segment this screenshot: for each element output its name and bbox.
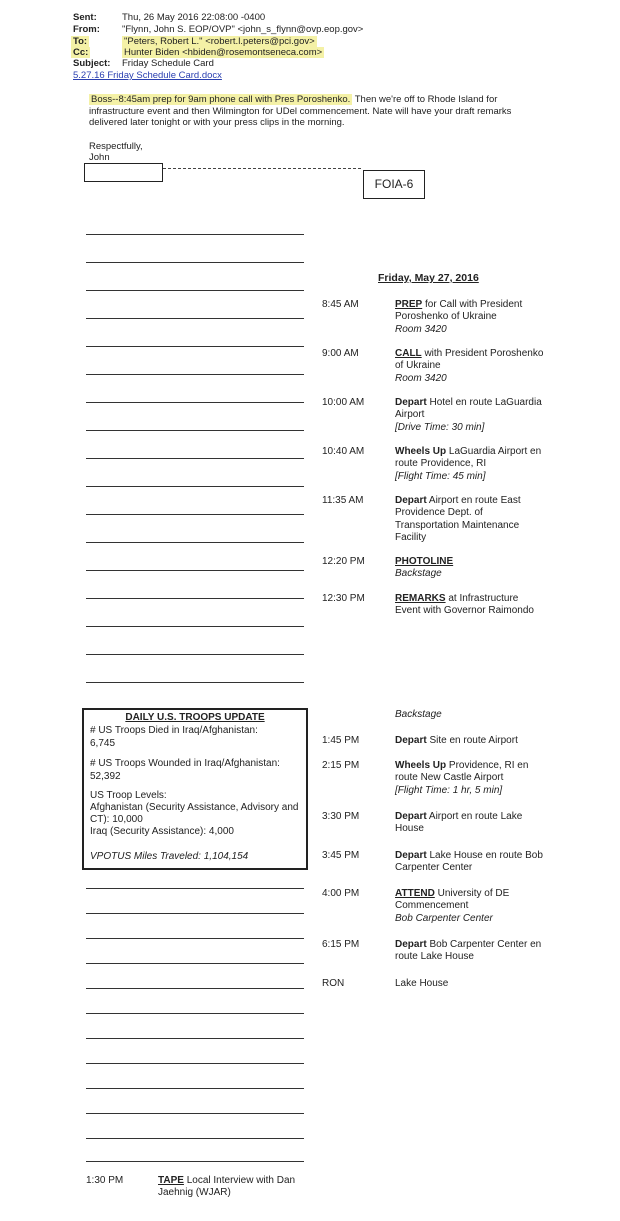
schedule-event xyxy=(395,348,545,385)
event-detail: with President Poroshenko of Ukraine xyxy=(395,348,544,372)
troop-levels-label: US Troop Levels: xyxy=(90,790,167,801)
schedule-event xyxy=(395,397,545,434)
to-label: To: xyxy=(73,36,88,47)
event-action: Depart xyxy=(395,811,427,822)
schedule-event xyxy=(395,888,545,925)
note-line xyxy=(86,1113,304,1114)
note-line xyxy=(86,290,304,291)
subject-value: Friday Schedule Card xyxy=(122,58,214,69)
to-value: "Peters, Robert L." <robert.l.peters@pci.gov> xyxy=(124,36,315,47)
event-detail: Airport en route East Providence Dept. of Transportation Maintenance Facility xyxy=(395,495,521,543)
schedule-event xyxy=(395,850,545,875)
event-note: [Drive Time: 30 min] xyxy=(395,421,485,433)
body-rest: Then we're off to Rhode Island for infrastructure event and then Wilmington for UDel commencement. Nate will have your draft remarks delivered later tonight or with your press clips in the morning. xyxy=(89,94,512,128)
event-time: 1:45 PM xyxy=(322,735,360,746)
event-action: Wheels Up xyxy=(395,446,447,457)
from-value: "Flynn, John S. EOP/OVP" <john_s_flynn@ovp.eop.gov> xyxy=(122,24,364,35)
event-detail: Providence, RI en route New Castle Airport xyxy=(395,760,529,784)
event-action: Depart xyxy=(395,735,427,746)
event-note: Room 3420 xyxy=(395,323,447,335)
event-note: Backstage xyxy=(395,568,442,580)
event-action: CALL xyxy=(395,348,422,359)
event-note: [Flight Time: 1 hr, 5 min] xyxy=(395,784,503,796)
foia-tag: FOIA-6 xyxy=(363,170,425,199)
troop-levels-iraq: Iraq (Security Assistance): 4,000 xyxy=(90,826,234,837)
schedule-event xyxy=(395,978,545,990)
event-action: Wheels Up xyxy=(395,760,447,771)
signature: John xyxy=(89,152,110,163)
schedule-event xyxy=(395,495,545,544)
troops-title: DAILY U.S. TROOPS UPDATE xyxy=(125,712,265,723)
note-line xyxy=(86,1038,304,1039)
sent-value: Thu, 26 May 2016 22:08:00 -0400 xyxy=(122,12,266,23)
event-time: 3:45 PM xyxy=(322,850,360,861)
event-detail: Site en route Airport xyxy=(426,735,518,746)
event-action: REMARKS xyxy=(395,593,446,604)
note-line xyxy=(86,963,304,964)
event-detail: LaGuardia Airport en route Providence, RI xyxy=(395,446,542,470)
tape-detail: Local Interview with Dan Jaehnig (WJAR) xyxy=(158,1175,296,1199)
note-line xyxy=(86,938,304,939)
troops-wounded-label: # US Troops Wounded in Iraq/Afghanistan: xyxy=(90,758,280,769)
schedule-event xyxy=(395,299,545,336)
cc-label: Cc: xyxy=(73,47,89,58)
troops-update-box xyxy=(82,708,308,870)
event-time: 10:00 AM xyxy=(322,397,365,408)
event-detail: Bob Carpenter Center en route Lake House xyxy=(395,939,542,963)
vpotus-miles: VPOTUS Miles Traveled: 1,104,154 xyxy=(90,851,249,862)
note-line xyxy=(86,430,304,431)
event-detail: Hotel en route LaGuardia Airport xyxy=(395,397,542,421)
troops-died-label: # US Troops Died in Iraq/Afghanistan: xyxy=(90,725,258,736)
event-detail: Lake House xyxy=(395,978,449,989)
tape-time: 1:30 PM xyxy=(86,1175,124,1186)
cc-value: Hunter Biden <hbiden@rosemontseneca.com> xyxy=(124,47,323,58)
event-time: 2:15 PM xyxy=(322,760,360,771)
event-time: 8:45 AM xyxy=(322,299,359,310)
event-time: 4:00 PM xyxy=(322,888,360,899)
schedule-day-title: Friday, May 27, 2016 xyxy=(378,272,479,284)
schedule-event xyxy=(395,760,545,797)
note-line xyxy=(86,402,304,403)
event-time: 3:30 PM xyxy=(322,811,360,822)
note-line xyxy=(86,262,304,263)
event-time: 11:35 AM xyxy=(322,495,364,506)
event-detail: for Call with President Poroshenko of Ukraine xyxy=(395,299,523,323)
event-note: Bob Carpenter Center xyxy=(395,912,493,924)
note-line xyxy=(86,1161,304,1162)
note-line xyxy=(86,1138,304,1139)
subject-label: Subject: xyxy=(73,58,111,69)
redaction-box xyxy=(84,163,163,182)
event-action: PHOTOLINE xyxy=(395,556,454,567)
note-line xyxy=(86,888,304,889)
note-line xyxy=(86,1088,304,1089)
from-label: From: xyxy=(73,24,100,35)
event-time: RON xyxy=(322,978,345,989)
troops-died-value: 6,745 xyxy=(90,738,116,749)
note-line xyxy=(86,570,304,571)
event-action: Depart xyxy=(395,850,427,861)
event-time: 6:15 PM xyxy=(322,939,360,950)
note-line xyxy=(86,654,304,655)
event-note: Room 3420 xyxy=(395,372,447,384)
signoff: Respectfully, xyxy=(89,141,143,152)
attachment-link[interactable]: 5.27.16 Friday Schedule Card.docx xyxy=(73,70,222,81)
tape-event xyxy=(158,1175,328,1200)
tape-action: TAPE xyxy=(158,1175,184,1186)
event-action: Depart xyxy=(395,397,427,408)
body-highlight: Boss--8:45am prep for 9am phone call with Pres Poroshenko. xyxy=(91,94,351,105)
event-detail: at Infrastructure Event with Governor Raimondo xyxy=(395,593,534,617)
event-note: Backstage xyxy=(395,709,442,720)
schedule-event xyxy=(395,709,545,721)
note-line xyxy=(86,626,304,627)
event-time: 12:20 PM xyxy=(322,556,365,567)
event-detail: University of DE Commencement xyxy=(395,888,510,912)
troops-wounded-value: 52,392 xyxy=(90,771,121,782)
event-time: 9:00 AM xyxy=(322,348,359,359)
troop-levels-afghanistan: Afghanistan (Security Assistance, Advisory and CT): 10,000 xyxy=(90,802,299,825)
note-line xyxy=(86,346,304,347)
note-line xyxy=(86,318,304,319)
event-detail: Lake House en route Bob Carpenter Center xyxy=(395,850,543,874)
event-time: 12:30 PM xyxy=(322,593,365,604)
schedule-event xyxy=(395,446,545,483)
note-line xyxy=(86,988,304,989)
note-line xyxy=(86,374,304,375)
email-body xyxy=(89,94,539,129)
schedule-event xyxy=(395,593,545,618)
note-line xyxy=(86,234,304,235)
schedule-event xyxy=(395,735,545,747)
event-action: Depart xyxy=(395,939,427,950)
note-line xyxy=(86,598,304,599)
note-line xyxy=(86,542,304,543)
note-line xyxy=(86,1013,304,1014)
note-line xyxy=(86,913,304,914)
note-line xyxy=(86,486,304,487)
event-time: 10:40 AM xyxy=(322,446,365,457)
event-action: Depart xyxy=(395,495,427,506)
note-line xyxy=(86,514,304,515)
event-note: [Flight Time: 45 min] xyxy=(395,470,486,482)
event-detail: Airport en route Lake House xyxy=(395,811,523,835)
schedule-event xyxy=(395,939,545,964)
sent-label: Sent: xyxy=(73,12,97,23)
schedule-event xyxy=(395,811,545,836)
note-line xyxy=(86,682,304,683)
note-line xyxy=(86,458,304,459)
redaction-leader-line xyxy=(163,168,361,169)
event-action: PREP xyxy=(395,299,423,310)
note-line xyxy=(86,1063,304,1064)
schedule-event xyxy=(395,556,545,581)
event-action: ATTEND xyxy=(395,888,435,899)
